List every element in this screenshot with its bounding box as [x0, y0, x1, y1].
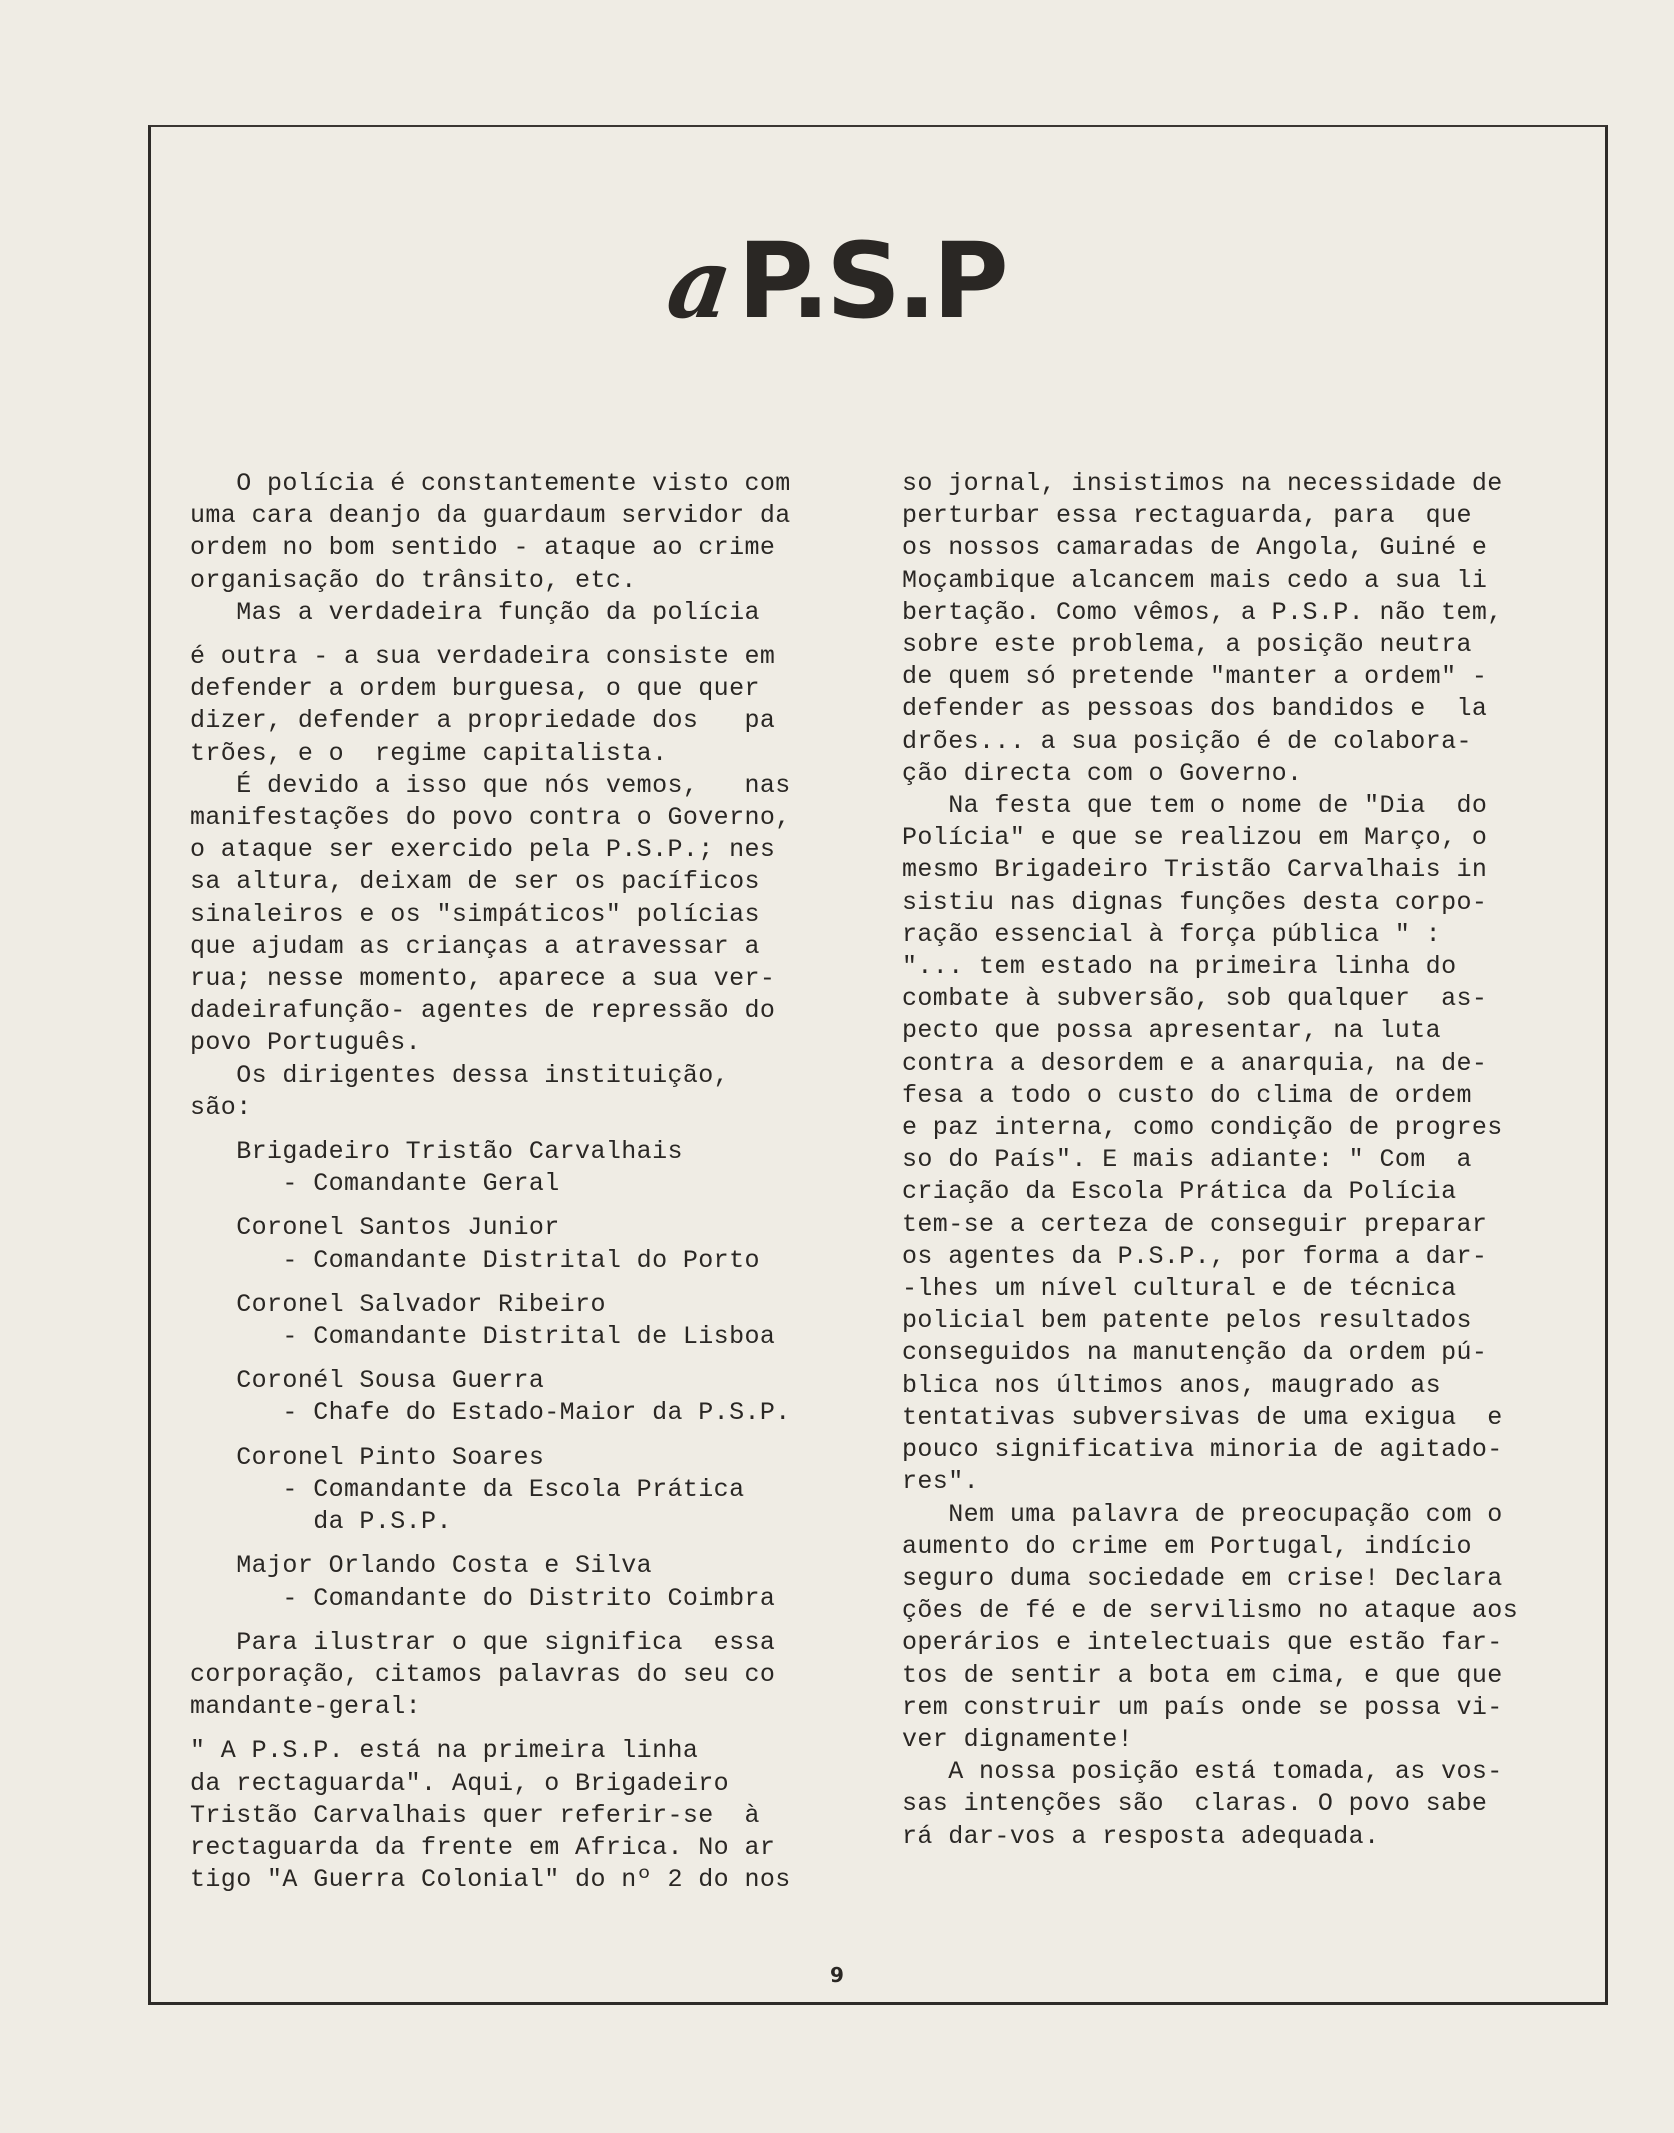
paragraph-gap — [190, 1723, 880, 1735]
text-line: Major Orlando Costa e Silva — [190, 1551, 653, 1581]
text-line: da P.S.P. — [190, 1507, 452, 1537]
text-line: trões, e o regime capitalista. — [190, 738, 668, 768]
text-line: policial bem patente pelos resultados — [902, 1306, 1472, 1336]
title-article: a — [661, 227, 740, 340]
text-line: ções de fé e de servilismo no ataque aos — [902, 1596, 1519, 1626]
text-line: e paz interna, como condição de progres — [902, 1113, 1503, 1143]
text-line: contra a desordem e a anarquia, na de- — [902, 1048, 1488, 1078]
left-column — [190, 468, 880, 1896]
text-line: - Comandante Distrital de Lisboa — [190, 1322, 776, 1352]
text-line: Para ilustrar o que significa essa — [190, 1627, 776, 1657]
text-line: operários e intelectuais que estão far- — [902, 1628, 1503, 1658]
text-line: mesmo Brigadeiro Tristão Carvalhais in — [902, 855, 1488, 885]
text-line: que ajudam as crianças a atravessar a — [190, 931, 760, 961]
text-line: sistiu nas dignas funções desta corpo- — [902, 887, 1488, 917]
text-line: sobre este problema, a posição neutra — [902, 630, 1472, 660]
text-line: res". — [902, 1467, 980, 1497]
title-text: P.S.P — [737, 220, 1005, 342]
text-line: Coronél Sousa Guerra — [190, 1366, 545, 1396]
text-line: Na festa que tem o nome de "Dia do — [902, 791, 1488, 821]
text-line: tigo "A Guerra Colonial" do nº 2 do nos — [190, 1865, 791, 1895]
text-line: tem-se a certeza de conseguir preparar — [902, 1209, 1488, 1239]
text-line: ção directa com o Governo. — [902, 758, 1303, 788]
text-line: perturbar essa rectaguarda, para que — [902, 501, 1472, 531]
text-line: - Comandante do Distrito Coimbra — [190, 1583, 776, 1613]
text-line: mandante-geral: — [190, 1692, 422, 1722]
text-line: " A P.S.P. está na primeira linha — [190, 1736, 699, 1766]
text-line: - Comandante Distrital do Porto — [190, 1245, 760, 1275]
text-line: - Comandante Geral — [190, 1169, 560, 1199]
paragraph-gap — [190, 1277, 880, 1289]
text-line: conseguidos na manutenção da ordem pú- — [902, 1338, 1488, 1368]
paragraph-gap — [190, 1200, 880, 1212]
text-line: são: — [190, 1092, 252, 1122]
text-line: Brigadeiro Tristão Carvalhais — [190, 1137, 683, 1167]
text-line: ver dignamente! — [902, 1724, 1134, 1754]
text-line: o ataque ser exercido pela P.S.P.; nes — [190, 835, 776, 865]
text-line: Mas a verdadeira função da polícia — [190, 597, 760, 627]
paragraph-gap — [190, 1538, 880, 1550]
text-line: os agentes da P.S.P., por forma a dar- — [902, 1241, 1488, 1271]
text-line: é outra - a sua verdadeira consiste em — [190, 642, 776, 672]
text-line: organisação do trânsito, etc. — [190, 565, 637, 595]
text-line: tos de sentir a bota em cima, e que que — [902, 1660, 1503, 1690]
text-line: aumento do crime em Portugal, indício — [902, 1531, 1472, 1561]
text-line: É devido a isso que nós vemos, nas — [190, 770, 791, 800]
text-line: -lhes um nível cultural e de técnica — [902, 1274, 1457, 1304]
text-line: da rectaguarda". Aqui, o Brigadeiro — [190, 1768, 730, 1798]
text-line: Nem uma palavra de preocupação com o — [902, 1499, 1503, 1529]
text-line: rá dar-vos a resposta adequada. — [902, 1821, 1380, 1851]
text-line: - Comandante da Escola Prática — [190, 1474, 745, 1504]
text-line: Coronel Santos Junior — [190, 1213, 560, 1243]
text-line: tentativas subversivas de uma exigua e — [902, 1402, 1503, 1432]
text-line: Os dirigentes dessa instituição, — [190, 1060, 730, 1090]
text-line: manifestações do povo contra o Governo, — [190, 803, 791, 833]
text-line: de quem só pretende "manter a ordem" - — [902, 662, 1488, 692]
text-line: corporação, citamos palavras do seu co — [190, 1659, 776, 1689]
text-line: Coronel Pinto Soares — [190, 1442, 545, 1472]
text-line: rem construir um país onde se possa vi- — [902, 1692, 1503, 1722]
text-line: sa altura, deixam de ser os pacíficos — [190, 867, 760, 897]
text-line: combate à subversão, sob qualquer as- — [902, 984, 1488, 1014]
text-line: defender as pessoas dos bandidos e la — [902, 694, 1488, 724]
text-line: so jornal, insistimos na necessidade de — [902, 469, 1503, 498]
text-line: os nossos camaradas de Angola, Guiné e — [902, 533, 1488, 563]
text-line: seguro duma sociedade em crise! Declara — [902, 1563, 1503, 1593]
text-line: Coronel Salvador Ribeiro — [190, 1289, 606, 1319]
text-line: so do País". E mais adiante: " Com a — [902, 1145, 1472, 1175]
text-line: rua; nesse momento, aparece a sua ver- — [190, 964, 776, 994]
text-line: O polícia é constantemente visto com — [190, 469, 791, 498]
text-line: Polícia" e que se realizou em Março, o — [902, 823, 1488, 853]
paragraph-gap — [190, 1353, 880, 1365]
right-column — [902, 468, 1582, 1853]
text-line: Moçambique alcancem mais cedo a sua li — [902, 565, 1488, 595]
text-line: A nossa posição está tomada, as vos- — [902, 1757, 1503, 1787]
text-line: pecto que possa apresentar, na luta — [902, 1016, 1442, 1046]
text-line: defender a ordem burguesa, o que quer — [190, 674, 760, 704]
text-line: pouco significativa minoria de agitado- — [902, 1435, 1503, 1465]
text-line: "... tem estado na primeira linha do — [902, 952, 1457, 982]
text-line: uma cara deanjo da guardaum servidor da — [190, 501, 791, 531]
paragraph-gap — [190, 1430, 880, 1442]
text-line: dizer, defender a propriedade dos pa — [190, 706, 776, 736]
text-line: - Chafe do Estado-Maior da P.S.P. — [190, 1398, 791, 1428]
text-line: fesa a todo o custo do clima de ordem — [902, 1080, 1472, 1110]
article-title — [0, 220, 1674, 342]
text-line: ordem no bom sentido - ataque ao crime — [190, 533, 776, 563]
paragraph-gap — [190, 1124, 880, 1136]
text-line: rectaguarda da frente em Africa. No ar — [190, 1832, 776, 1862]
text-line: povo Português. — [190, 1028, 422, 1058]
paragraph-gap — [190, 1615, 880, 1627]
text-line: ração essencial à força pública " : — [902, 919, 1442, 949]
text-line: sinaleiros e os "simpáticos" polícias — [190, 899, 760, 929]
paragraph-gap — [190, 629, 880, 641]
text-line: dadeirafunção- agentes de repressão do — [190, 996, 776, 1026]
text-line: criação da Escola Prática da Polícia — [902, 1177, 1457, 1207]
page-number: 9 — [830, 1963, 844, 1987]
text-line: Tristão Carvalhais quer referir-se à — [190, 1800, 760, 1830]
text-line: sas intenções são claras. O povo sabe — [902, 1789, 1488, 1819]
text-line: blica nos últimos anos, maugrado as — [902, 1370, 1442, 1400]
text-line: bertação. Como vêmos, a P.S.P. não tem, — [902, 597, 1503, 627]
text-line: drões... a sua posição é de colabora- — [902, 726, 1472, 756]
